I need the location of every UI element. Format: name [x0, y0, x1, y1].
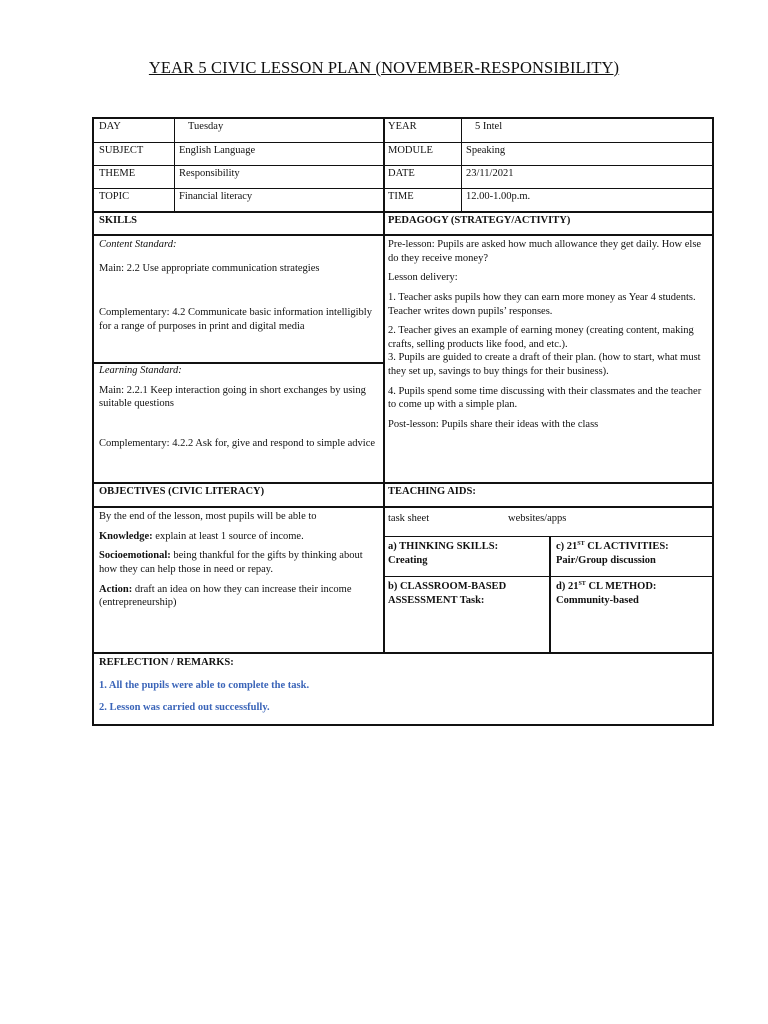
divider: [94, 652, 712, 654]
teaching-aid-task-sheet: task sheet: [388, 513, 430, 524]
cl-method-label-prefix: d) 21: [556, 581, 579, 592]
content-standard-complementary: Complementary: 4.2 Communicate basic information intelligibly for a range of purposes in print and digital media: [99, 307, 372, 332]
objectives-intro: By the end of the lesson, most pupils will be able to: [99, 511, 317, 522]
objectives-header: OBJECTIVES (CIVIC LITERACY): [99, 486, 265, 497]
teaching-aids-header: TEACHING AIDS:: [388, 486, 476, 497]
reflection: [94, 655, 712, 723]
reflection-item-2: 2. Lesson was carried out successfully.: [99, 702, 270, 714]
cl-method: [551, 579, 712, 608]
skills-header: SKILLS: [99, 215, 137, 226]
content-standard: [94, 237, 383, 361]
time-label: TIME: [388, 191, 414, 202]
cl-method-value: Community-based: [556, 594, 639, 606]
delivery-step-2: 2. Teacher gives an example of earning money (creating content, making crafts, selling products like food, and etc.).: [388, 325, 694, 350]
reflection-item-1: 1. All the pupils were able to complete the task.: [99, 679, 310, 691]
time-value: 12.00-1.00p.m.: [466, 191, 531, 202]
thinking-skills-value: Creating: [388, 554, 428, 566]
divider: [94, 506, 712, 508]
year-label: YEAR: [388, 121, 417, 132]
divider: [383, 576, 712, 577]
learning-standard-complementary: Complementary: 4.2.2 Ask for, give and respond to simple advice: [99, 437, 376, 449]
cl-method-label: [556, 580, 707, 594]
day-label: DAY: [99, 121, 121, 132]
topic-value: Financial literacy: [179, 191, 253, 202]
cl-activities-label: [556, 540, 707, 554]
learning-standard: [94, 363, 383, 481]
thinking-skills-label: a) THINKING SKILLS:: [388, 541, 499, 552]
teaching-aid-websites: websites/apps: [508, 513, 567, 524]
learning-standard-label: Learning Standard:: [99, 365, 182, 376]
socioemotional-label: Socioemotional:: [99, 550, 171, 562]
divider: [94, 234, 712, 236]
action-text: draft an idea on how they can increase their income (entrepreneurship): [99, 583, 352, 609]
module-value: Speaking: [466, 145, 506, 156]
cl-activities-label-suffix: CL ACTIVITIES:: [584, 541, 669, 552]
date-value: 23/11/2021: [466, 168, 514, 179]
delivery-step-3: 3. Pupils are guided to create a draft of their plan. (how to start, what must they set up, savings to buy things for their business).: [388, 352, 701, 378]
year-value: 5 Intel: [475, 121, 503, 132]
page-title: YEAR 5 CIVIC LESSON PLAN (NOVEMBER-RESPONSIBILITY): [148, 58, 620, 77]
action-label: Action:: [99, 583, 133, 595]
cl-activities-label-prefix: c) 21: [556, 541, 578, 552]
lesson-plan-table: [92, 117, 714, 726]
subject-label: SUBJECT: [99, 145, 144, 156]
thinking-skills: [383, 539, 549, 568]
objective-action: [99, 583, 378, 610]
lesson-delivery-label: Lesson delivery:: [388, 272, 458, 284]
learning-standard-main: Main: 2.2.1 Keep interaction going in short exchanges by using suitable questions: [99, 384, 366, 410]
content-standard-label: Content Standard:: [99, 239, 177, 250]
knowledge-text: explain at least 1 source of income.: [152, 530, 304, 542]
topic-label: TOPIC: [99, 191, 130, 202]
module-label: MODULE: [388, 145, 433, 156]
theme-label: THEME: [99, 168, 136, 179]
theme-value: Responsibility: [179, 168, 240, 179]
pedagogy-header: PEDAGOGY (STRATEGY/ACTIVITY): [388, 215, 571, 226]
knowledge-label: Knowledge:: [99, 530, 153, 542]
day-value: Tuesday: [188, 121, 224, 132]
post-lesson: Post-lesson: Pupils share their ideas with the class: [388, 419, 599, 431]
objective-knowledge: [99, 530, 378, 544]
cl-activities-value: Pair/Group discussion: [556, 554, 656, 566]
cl-activities-label-sup: ST: [577, 541, 585, 547]
cl-activities: [551, 539, 712, 568]
cl-method-label-suffix: CL METHOD:: [585, 581, 657, 592]
reflection-header: REFLECTION / REMARKS:: [99, 657, 234, 668]
date-label: DATE: [388, 168, 415, 179]
divider: [383, 536, 712, 537]
cl-method-label-sup: ST: [578, 581, 586, 587]
content-standard-main: Main: 2.2 Use appropriate communication strategies: [99, 262, 320, 274]
pre-lesson: Pre-lesson: Pupils are asked how much allowance they get daily. How else do they receive money?: [388, 239, 702, 264]
objectives-body: [94, 509, 383, 651]
delivery-step-1: 1. Teacher asks pupils how they can earn more money as Year 4 students. Teacher writes down pupils’ responses.: [388, 291, 696, 317]
socioemotional-text: being thankful for the gifts by thinking about how they can help those in need or repay.: [99, 550, 363, 575]
classroom-assessment: b) CLASSROOM-BASED ASSESSMENT Task:: [388, 581, 507, 606]
pedagogy-body: [383, 237, 712, 481]
delivery-step-4: 4. Pupils spend some time discussing with their classmates and the teacher to come up with a simple plan.: [388, 385, 702, 411]
objective-socioemotional: [99, 549, 378, 576]
subject-value: English Language: [179, 145, 256, 156]
